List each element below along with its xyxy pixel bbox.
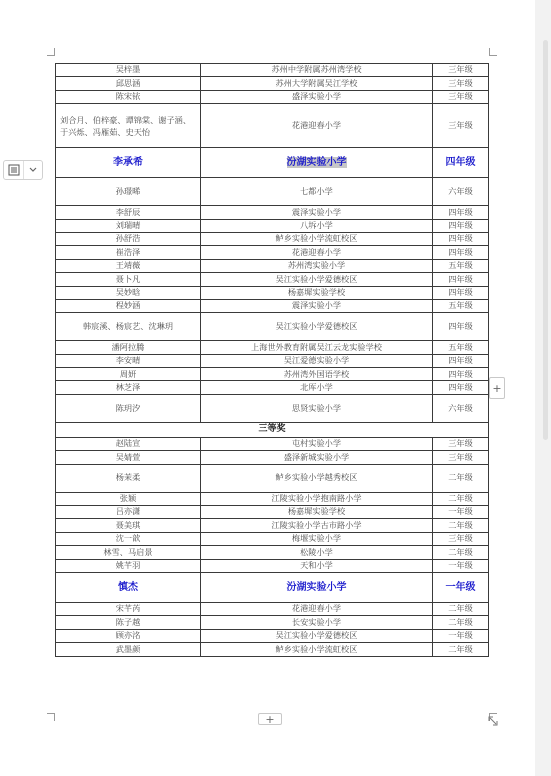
name-cell[interactable]: 李安晴 bbox=[56, 354, 201, 367]
grade-cell[interactable]: 二年级 bbox=[433, 616, 489, 629]
table-row bbox=[56, 354, 489, 367]
table-row bbox=[56, 313, 489, 341]
school-cell[interactable]: 江陵实验小学抱南路小学 bbox=[201, 492, 433, 505]
school-cell[interactable]: 苏州湾实验小学 bbox=[201, 259, 433, 272]
name-cell[interactable]: 邱思涵 bbox=[56, 77, 201, 90]
grade-cell[interactable]: 五年级 bbox=[433, 299, 489, 312]
table-row bbox=[56, 259, 489, 272]
school-cell[interactable]: 苏州大学附属吴江学校 bbox=[201, 77, 433, 90]
school-cell[interactable]: 屯村实验小学 bbox=[201, 437, 433, 450]
name-cell[interactable]: 林芝泽 bbox=[56, 381, 201, 394]
school-cell[interactable]: 松陵小学 bbox=[201, 546, 433, 559]
school-cell[interactable]: 上海世外教育附属吴江云龙实验学校 bbox=[201, 341, 433, 354]
name-cell[interactable]: 吕亦潇 bbox=[56, 506, 201, 519]
table-row bbox=[56, 299, 489, 312]
table-row bbox=[56, 77, 489, 90]
grade-cell[interactable]: 二年级 bbox=[433, 519, 489, 532]
table-row bbox=[56, 629, 489, 642]
award-table[interactable] bbox=[55, 63, 489, 657]
school-cell[interactable]: 七都小学 bbox=[201, 178, 433, 206]
school-cell[interactable]: 鲈乡实验小学流虹校区 bbox=[201, 232, 433, 245]
school-cell[interactable]: 思贤实验小学 bbox=[201, 394, 433, 422]
table-row bbox=[56, 437, 489, 450]
table-row bbox=[56, 341, 489, 354]
add-row-button[interactable] bbox=[258, 713, 282, 725]
table-row bbox=[56, 532, 489, 545]
table-row bbox=[56, 519, 489, 532]
table-row bbox=[56, 506, 489, 519]
table-row bbox=[56, 643, 489, 656]
grade-cell[interactable]: 三年级 bbox=[433, 104, 489, 148]
name-cell[interactable]: 刘瑞晴 bbox=[56, 219, 201, 232]
name-cell[interactable]: 孙舒浩 bbox=[56, 232, 201, 245]
school-cell[interactable]: 吴江实验小学爱德校区 bbox=[201, 629, 433, 642]
grade-cell[interactable]: 一年级 bbox=[433, 506, 489, 519]
school-cell[interactable]: 杨嘉墀实验学校 bbox=[201, 506, 433, 519]
grade-cell[interactable]: 二年级 bbox=[433, 546, 489, 559]
school-cell[interactable]: 吴江爱德实验小学 bbox=[201, 354, 433, 367]
grade-cell[interactable]: 四年级 bbox=[433, 286, 489, 299]
school-cell[interactable]: 吴江实验小学爱德校区 bbox=[201, 313, 433, 341]
school-cell[interactable]: 花港迎春小学 bbox=[201, 602, 433, 615]
school-cell[interactable]: 鲈乡实验小学越秀校区 bbox=[201, 464, 433, 492]
name-cell[interactable]: 程妙涵 bbox=[56, 299, 201, 312]
margin-corner-mark bbox=[47, 713, 55, 721]
table-row bbox=[56, 286, 489, 299]
table-row bbox=[56, 559, 489, 572]
margin-corner-mark bbox=[47, 48, 55, 56]
grade-cell[interactable]: 四年级 bbox=[433, 381, 489, 394]
name-cell[interactable]: 吴妙晗 bbox=[56, 286, 201, 299]
grade-cell[interactable]: 六年级 bbox=[433, 178, 489, 206]
name-cell[interactable]: 吴婧萱 bbox=[56, 451, 201, 464]
school-cell[interactable]: 花港迎春小学 bbox=[201, 104, 433, 148]
table-row bbox=[56, 219, 489, 232]
table-row bbox=[56, 546, 489, 559]
grade-cell[interactable]: 五年级 bbox=[433, 341, 489, 354]
grade-cell[interactable]: 一年级 bbox=[433, 559, 489, 572]
grade-cell[interactable]: 三年级 bbox=[433, 90, 489, 103]
table-row bbox=[56, 451, 489, 464]
name-cell[interactable]: 聂卜凡 bbox=[56, 273, 201, 286]
table-row bbox=[56, 90, 489, 103]
table-row bbox=[56, 273, 489, 286]
school-cell[interactable]: 汾湖实验小学 bbox=[201, 572, 433, 602]
section-title[interactable]: 三等奖 bbox=[56, 422, 489, 437]
name-cell[interactable]: 韩宸溪、杨宸艺、沈琳玥 bbox=[56, 313, 201, 341]
grade-cell[interactable]: 二年级 bbox=[433, 643, 489, 656]
school-cell[interactable]: 苏州中学附属苏州湾学校 bbox=[201, 64, 433, 77]
name-cell[interactable]: 崔浩泽 bbox=[56, 246, 201, 259]
resize-handle-icon[interactable] bbox=[487, 712, 499, 724]
school-cell[interactable]: 盛泽新城实验小学 bbox=[201, 451, 433, 464]
grade-cell[interactable]: 三年级 bbox=[433, 77, 489, 90]
table-row bbox=[56, 148, 489, 178]
table-section-row bbox=[56, 422, 489, 437]
table-row bbox=[56, 572, 489, 602]
grade-cell[interactable]: 四年级 bbox=[433, 206, 489, 219]
grade-cell[interactable]: 三年级 bbox=[433, 532, 489, 545]
school-cell[interactable]: 花港迎春小学 bbox=[201, 246, 433, 259]
school-cell[interactable]: 震泽实验小学 bbox=[201, 206, 433, 219]
table-row bbox=[56, 206, 489, 219]
outline-icon[interactable] bbox=[4, 161, 24, 179]
table-row bbox=[56, 178, 489, 206]
grade-cell[interactable]: 六年级 bbox=[433, 394, 489, 422]
table-row bbox=[56, 246, 489, 259]
name-cell[interactable]: 张颖 bbox=[56, 492, 201, 505]
name-cell[interactable]: 潘阿拉腾 bbox=[56, 341, 201, 354]
school-cell[interactable] bbox=[201, 148, 433, 178]
grade-cell[interactable]: 三年级 bbox=[433, 451, 489, 464]
name-cell[interactable]: 林雪、马启景 bbox=[56, 546, 201, 559]
table-row bbox=[56, 232, 489, 245]
school-cell[interactable]: 北厍小学 bbox=[201, 381, 433, 394]
name-cell[interactable]: 王靖薇 bbox=[56, 259, 201, 272]
name-cell[interactable]: 陈宋铱 bbox=[56, 90, 201, 103]
scrollbar-thumb[interactable] bbox=[543, 40, 548, 440]
school-cell[interactable]: 鲈乡实验小学流虹校区 bbox=[201, 643, 433, 656]
name-cell[interactable]: 沈一歆 bbox=[56, 532, 201, 545]
grade-cell[interactable]: 四年级 bbox=[433, 368, 489, 381]
school-cell[interactable]: 盛泽实验小学 bbox=[201, 90, 433, 103]
school-cell[interactable]: 苏州湾外国语学校 bbox=[201, 368, 433, 381]
table-row bbox=[56, 464, 489, 492]
school-cell[interactable]: 梅堰实验小学 bbox=[201, 532, 433, 545]
name-cell[interactable]: 顾亦洺 bbox=[56, 629, 201, 642]
table-row bbox=[56, 616, 489, 629]
grade-cell[interactable]: 四年级 bbox=[433, 232, 489, 245]
name-cell[interactable]: 慎杰 bbox=[56, 572, 201, 602]
table-row bbox=[56, 381, 489, 394]
table-row bbox=[56, 492, 489, 505]
selected-text: 汾湖实验小学 bbox=[286, 156, 347, 168]
grade-cell[interactable]: 四年级 bbox=[433, 219, 489, 232]
grade-cell[interactable]: 二年级 bbox=[433, 464, 489, 492]
name-cell[interactable]: 李舒辰 bbox=[56, 206, 201, 219]
name-cell[interactable]: 聂美琪 bbox=[56, 519, 201, 532]
school-cell[interactable]: 长安实验小学 bbox=[201, 616, 433, 629]
school-cell[interactable]: 杨嘉墀实验学校 bbox=[201, 286, 433, 299]
grade-cell[interactable]: 四年级 bbox=[433, 246, 489, 259]
name-cell[interactable]: 姚芊羽 bbox=[56, 559, 201, 572]
grade-cell[interactable]: 四年级 bbox=[433, 313, 489, 341]
name-cell[interactable]: 杨茉柔 bbox=[56, 464, 201, 492]
grade-cell[interactable]: 四年级 bbox=[433, 273, 489, 286]
grade-cell[interactable]: 三年级 bbox=[433, 64, 489, 77]
name-cell[interactable]: 陈玥汐 bbox=[56, 394, 201, 422]
table-row bbox=[56, 602, 489, 615]
grade-cell[interactable]: 二年级 bbox=[433, 602, 489, 615]
school-cell[interactable]: 震泽实验小学 bbox=[201, 299, 433, 312]
name-cell[interactable]: 周妍 bbox=[56, 368, 201, 381]
name-cell[interactable]: 李承希 bbox=[56, 148, 201, 178]
name-cell[interactable]: 赵陆宣 bbox=[56, 437, 201, 450]
grade-cell[interactable]: 一年级 bbox=[433, 572, 489, 602]
school-cell[interactable]: 江陵实验小学古市路小学 bbox=[201, 519, 433, 532]
plus-icon: + bbox=[265, 712, 275, 726]
table-row bbox=[56, 104, 489, 148]
grade-cell[interactable]: 四年级 bbox=[433, 148, 489, 178]
name-cell[interactable]: 武墨颜 bbox=[56, 643, 201, 656]
school-cell[interactable]: 天和小学 bbox=[201, 559, 433, 572]
grade-cell[interactable]: 一年级 bbox=[433, 629, 489, 642]
outline-toggle-button[interactable] bbox=[3, 160, 43, 180]
grade-cell[interactable]: 三年级 bbox=[433, 437, 489, 450]
table-row bbox=[56, 368, 489, 381]
name-cell[interactable]: 陈子越 bbox=[56, 616, 201, 629]
table-row bbox=[56, 64, 489, 77]
grade-cell[interactable]: 五年级 bbox=[433, 259, 489, 272]
name-cell[interactable]: 孙璟晞 bbox=[56, 178, 201, 206]
chevron-down-icon[interactable] bbox=[24, 161, 42, 179]
grade-cell[interactable]: 二年级 bbox=[433, 492, 489, 505]
add-column-button[interactable] bbox=[489, 377, 505, 399]
table-row bbox=[56, 394, 489, 422]
name-cell[interactable]: 宋芊芮 bbox=[56, 602, 201, 615]
grade-cell[interactable]: 四年级 bbox=[433, 354, 489, 367]
margin-corner-mark bbox=[489, 48, 497, 56]
plus-icon: + bbox=[492, 381, 502, 395]
name-cell[interactable]: 吴梓墨 bbox=[56, 64, 201, 77]
school-cell[interactable]: 八坼小学 bbox=[201, 219, 433, 232]
school-cell[interactable]: 吴江实验小学爱德校区 bbox=[201, 273, 433, 286]
name-cell[interactable]: 刘合月、伯梓豪、谭锦棠、谢子涵、于兴烁、冯雁茹、史天怡 bbox=[56, 104, 201, 148]
